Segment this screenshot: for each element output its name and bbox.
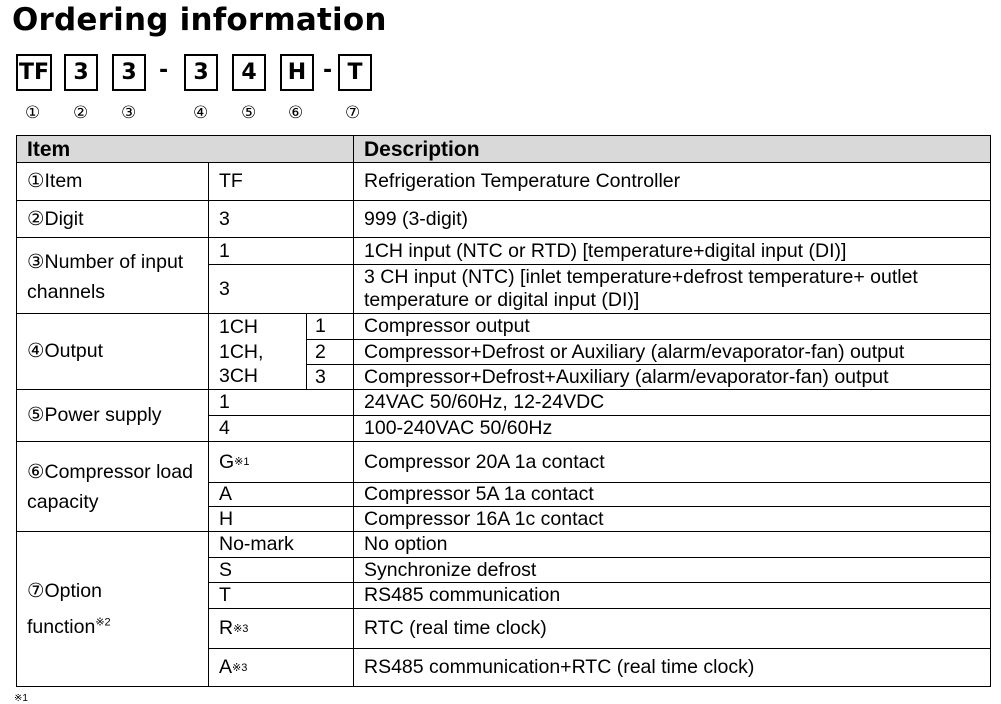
code-box-compressor: H [280,54,314,91]
code-cell: A ※3 [208,648,354,687]
code-dash: - [159,58,169,83]
code-cell: 4 [208,415,354,442]
code-cell: A [208,482,354,507]
code-text: A [219,656,233,678]
code-cell: H [208,506,354,532]
desc-cell: 24VAC 50/60Hz, 12-24VDC [353,389,991,416]
code-box-channels: 3 [112,54,146,91]
code-number: ⑥ [288,103,304,123]
footnote-mark: ※2 [95,616,111,629]
label-option [16,531,209,687]
code-cell: G ※1 [208,441,354,483]
code-box-digit: 3 [64,54,98,91]
desc-cell: No option [353,531,991,558]
code-cell: 3 [208,200,354,238]
code-cell: 1 [306,313,354,340]
label-item: ①Item [16,162,209,201]
desc-cell: Compressor 16A 1c contact [353,506,991,532]
code-cell: 3 [306,364,354,390]
code-number: ④ [193,103,209,123]
code-number: ③ [121,103,137,123]
code-number: ② [73,103,89,123]
label-digit: ②Digit [16,200,209,238]
label-power: ⑤Power supply [16,389,209,442]
code-box-item: TF [16,54,52,91]
label-option-line [27,609,111,645]
desc-cell: RS485 communication+RTC (real time clock) [353,648,991,687]
code-cell: No-mark [208,531,354,558]
output-channel-line: 3CH [219,365,259,387]
code-cell: 1 [208,389,354,416]
footnote-marker: ※1 [14,693,28,704]
desc-cell: Refrigeration Temperature Controller [353,162,991,201]
code-dash: - [323,58,333,83]
code-cell: TF [208,162,354,201]
code-box-option: T [338,54,372,91]
header-description: Description [353,135,991,163]
output-channel-line: 1CH, [219,341,264,363]
label-compressor: ⑥Compressor load capacity [16,441,209,532]
label-channels: ③Number of input channels [16,237,209,314]
desc-cell: 1CH input (NTC or RTD) [temperature+digital input (DI)] [353,237,991,265]
code-box-output: 3 [184,54,218,91]
desc-cell: Compressor+Defrost+Auxiliary (alarm/evaporator-fan) output [353,364,991,390]
code-number: ① [25,103,41,123]
code-cell: R ※3 [208,608,354,649]
code-cell: 1 [208,237,354,265]
header-item: Item [16,135,354,163]
desc-cell: Compressor+Defrost or Auxiliary (alarm/evaporator-fan) output [353,339,991,365]
code-cell: 3 [208,264,354,314]
desc-cell: 999 (3-digit) [353,200,991,238]
code-cell: S [208,557,354,583]
code-cell: T [208,582,354,609]
label-option-text: function [27,616,96,638]
desc-cell: RTC (real time clock) [353,608,991,649]
label-option-line: ⑦Option [27,580,102,602]
code-number: ⑤ [241,103,257,123]
desc-cell: Compressor 5A 1a contact [353,482,991,507]
code-cell: 2 [306,339,354,365]
output-channel [208,339,307,390]
desc-cell: 3 CH input (NTC) [inlet temperature+defrost temperature+ outlet temperature or digital input (DI)] [353,264,991,314]
desc-cell: 100-240VAC 50/60Hz [353,415,991,442]
desc-cell: Compressor 20A 1a contact [353,441,991,483]
code-text: G [219,450,235,473]
desc-cell: Compressor output [353,313,991,340]
desc-cell: Synchronize defrost [353,557,991,583]
output-channel: 1CH [208,313,307,340]
code-text: R [219,617,234,639]
page-title: Ordering information [12,2,387,38]
code-number: ⑦ [345,103,361,123]
desc-cell: RS485 communication [353,582,991,609]
label-output: ④Output [16,313,209,390]
code-box-power: 4 [232,54,266,91]
